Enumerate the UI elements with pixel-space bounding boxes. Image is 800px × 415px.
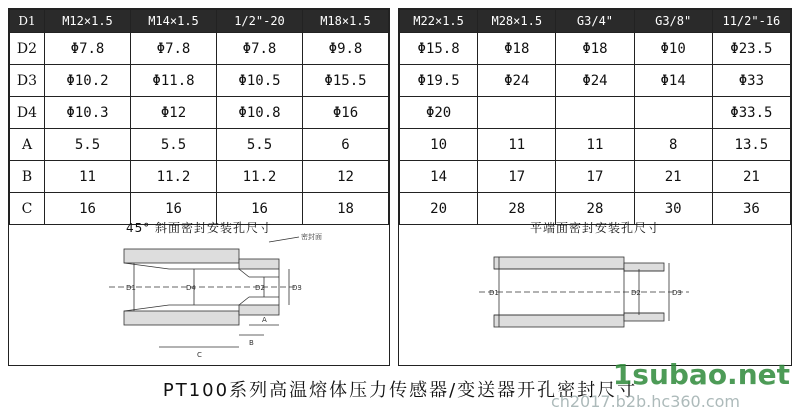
table-cell: 11 (556, 129, 634, 161)
table-cell: Φ10.2 (45, 65, 131, 97)
table-cell: Φ24 (478, 65, 556, 97)
table-cell: Φ10.5 (217, 65, 303, 97)
header-cell: D1 (10, 10, 45, 33)
row-label: A (10, 129, 45, 161)
table-row (400, 65, 791, 97)
d2-label: D2 (255, 284, 265, 292)
seal-face-label: 密封面 (301, 233, 322, 241)
drawing-title: 平端面密封安装孔尺寸 (529, 221, 660, 235)
table-cell: 14 (400, 161, 478, 193)
table-row (10, 97, 389, 129)
flat-seal-drawing (399, 207, 791, 365)
table-row (10, 65, 389, 97)
table-row (400, 129, 791, 161)
table-cell: 18 (303, 193, 389, 225)
table-cell: 36 (712, 193, 790, 225)
table-header-row (10, 10, 389, 33)
table-cell: 28 (478, 193, 556, 225)
table-cell: 5.5 (131, 129, 217, 161)
table-cell: 6 (303, 129, 389, 161)
table-cell: 30 (634, 193, 712, 225)
header-cell: 1/2"-20 (217, 10, 303, 33)
table-cell: 5.5 (45, 129, 131, 161)
table-cell: Φ23.5 (712, 33, 790, 65)
table-cell: Φ20 (400, 97, 478, 129)
table-cell: 11 (478, 129, 556, 161)
d4-label: D4 (186, 284, 196, 292)
d2-label: D2 (631, 289, 641, 297)
drawing-title: 45° 斜面密封安装孔尺寸 (125, 221, 273, 235)
table-row (400, 161, 791, 193)
c-label: C (197, 351, 202, 359)
d1-label: D1 (489, 289, 499, 297)
table-cell: 28 (556, 193, 634, 225)
table-row (400, 33, 791, 65)
table-cell: Φ15.5 (303, 65, 389, 97)
table-cell: 21 (634, 161, 712, 193)
table-cell: Φ7.8 (217, 33, 303, 65)
table-cell: Φ10.3 (45, 97, 131, 129)
table-cell: 11 (45, 161, 131, 193)
table-cell: Φ33 (712, 65, 790, 97)
table-cell: Φ10.8 (217, 97, 303, 129)
watermark-brand: 1subao.net (612, 358, 790, 391)
watermark-url: ch2017.b2b.hc360.com (550, 392, 740, 411)
row-label: D3 (10, 65, 45, 97)
header-cell: M12×1.5 (45, 10, 131, 33)
table-cell: Φ24 (556, 65, 634, 97)
table-cell: Φ33.5 (712, 97, 790, 129)
table-cell: Φ16 (303, 97, 389, 129)
table-cell: Φ18 (478, 33, 556, 65)
row-label: D4 (10, 97, 45, 129)
right-panel (398, 8, 792, 366)
a-label: A (262, 316, 267, 324)
d1-label: D1 (126, 284, 136, 292)
table-cell: 5.5 (217, 129, 303, 161)
table-cell: 13.5 (712, 129, 790, 161)
table-cell: Φ19.5 (400, 65, 478, 97)
table-cell: Φ15.8 (400, 33, 478, 65)
table-cell: Φ9.8 (303, 33, 389, 65)
table-cell: 17 (478, 161, 556, 193)
table-cell: 20 (400, 193, 478, 225)
table-cell: 16 (131, 193, 217, 225)
left-panel (8, 8, 390, 366)
right-dimension-table (399, 9, 791, 225)
table-cell: 16 (45, 193, 131, 225)
table-cell: Φ7.8 (131, 33, 217, 65)
table-row (10, 129, 389, 161)
table-cell: Φ11.8 (131, 65, 217, 97)
document-caption: PT100系列高温熔体压力传感器/变送器开孔密封尺寸 (162, 380, 638, 401)
table-cell: 16 (217, 193, 303, 225)
table-cell (556, 97, 634, 129)
header-cell: M18×1.5 (303, 10, 389, 33)
table-cell: 12 (303, 161, 389, 193)
row-label: D2 (10, 33, 45, 65)
table-row (10, 33, 389, 65)
table-cell: 11.2 (217, 161, 303, 193)
header-cell: G3/8" (634, 10, 712, 33)
table-cell: 8 (634, 129, 712, 161)
header-cell: 11/2"-16 (712, 10, 790, 33)
header-cell: M14×1.5 (131, 10, 217, 33)
table-cell (634, 97, 712, 129)
table-cell: 21 (712, 161, 790, 193)
table-cell: Φ18 (556, 33, 634, 65)
row-label: B (10, 161, 45, 193)
table-cell: Φ10 (634, 33, 712, 65)
table-cell: 11.2 (131, 161, 217, 193)
table-cell: Φ14 (634, 65, 712, 97)
b-label: B (249, 339, 254, 347)
table-cell: 17 (556, 161, 634, 193)
row-label: C (10, 193, 45, 225)
header-cell: M22×1.5 (400, 10, 478, 33)
left-dimension-table (9, 9, 389, 225)
table-cell (478, 97, 556, 129)
bevel-seal-drawing (9, 207, 389, 365)
header-cell: M28×1.5 (478, 10, 556, 33)
table-row (10, 161, 389, 193)
d3-label: D3 (292, 284, 302, 292)
d3-label: D3 (672, 289, 682, 297)
table-row (400, 97, 791, 129)
table-cell: Φ12 (131, 97, 217, 129)
table-cell: Φ7.8 (45, 33, 131, 65)
table-header-row (400, 10, 791, 33)
table-cell: 10 (400, 129, 478, 161)
header-cell: G3/4" (556, 10, 634, 33)
